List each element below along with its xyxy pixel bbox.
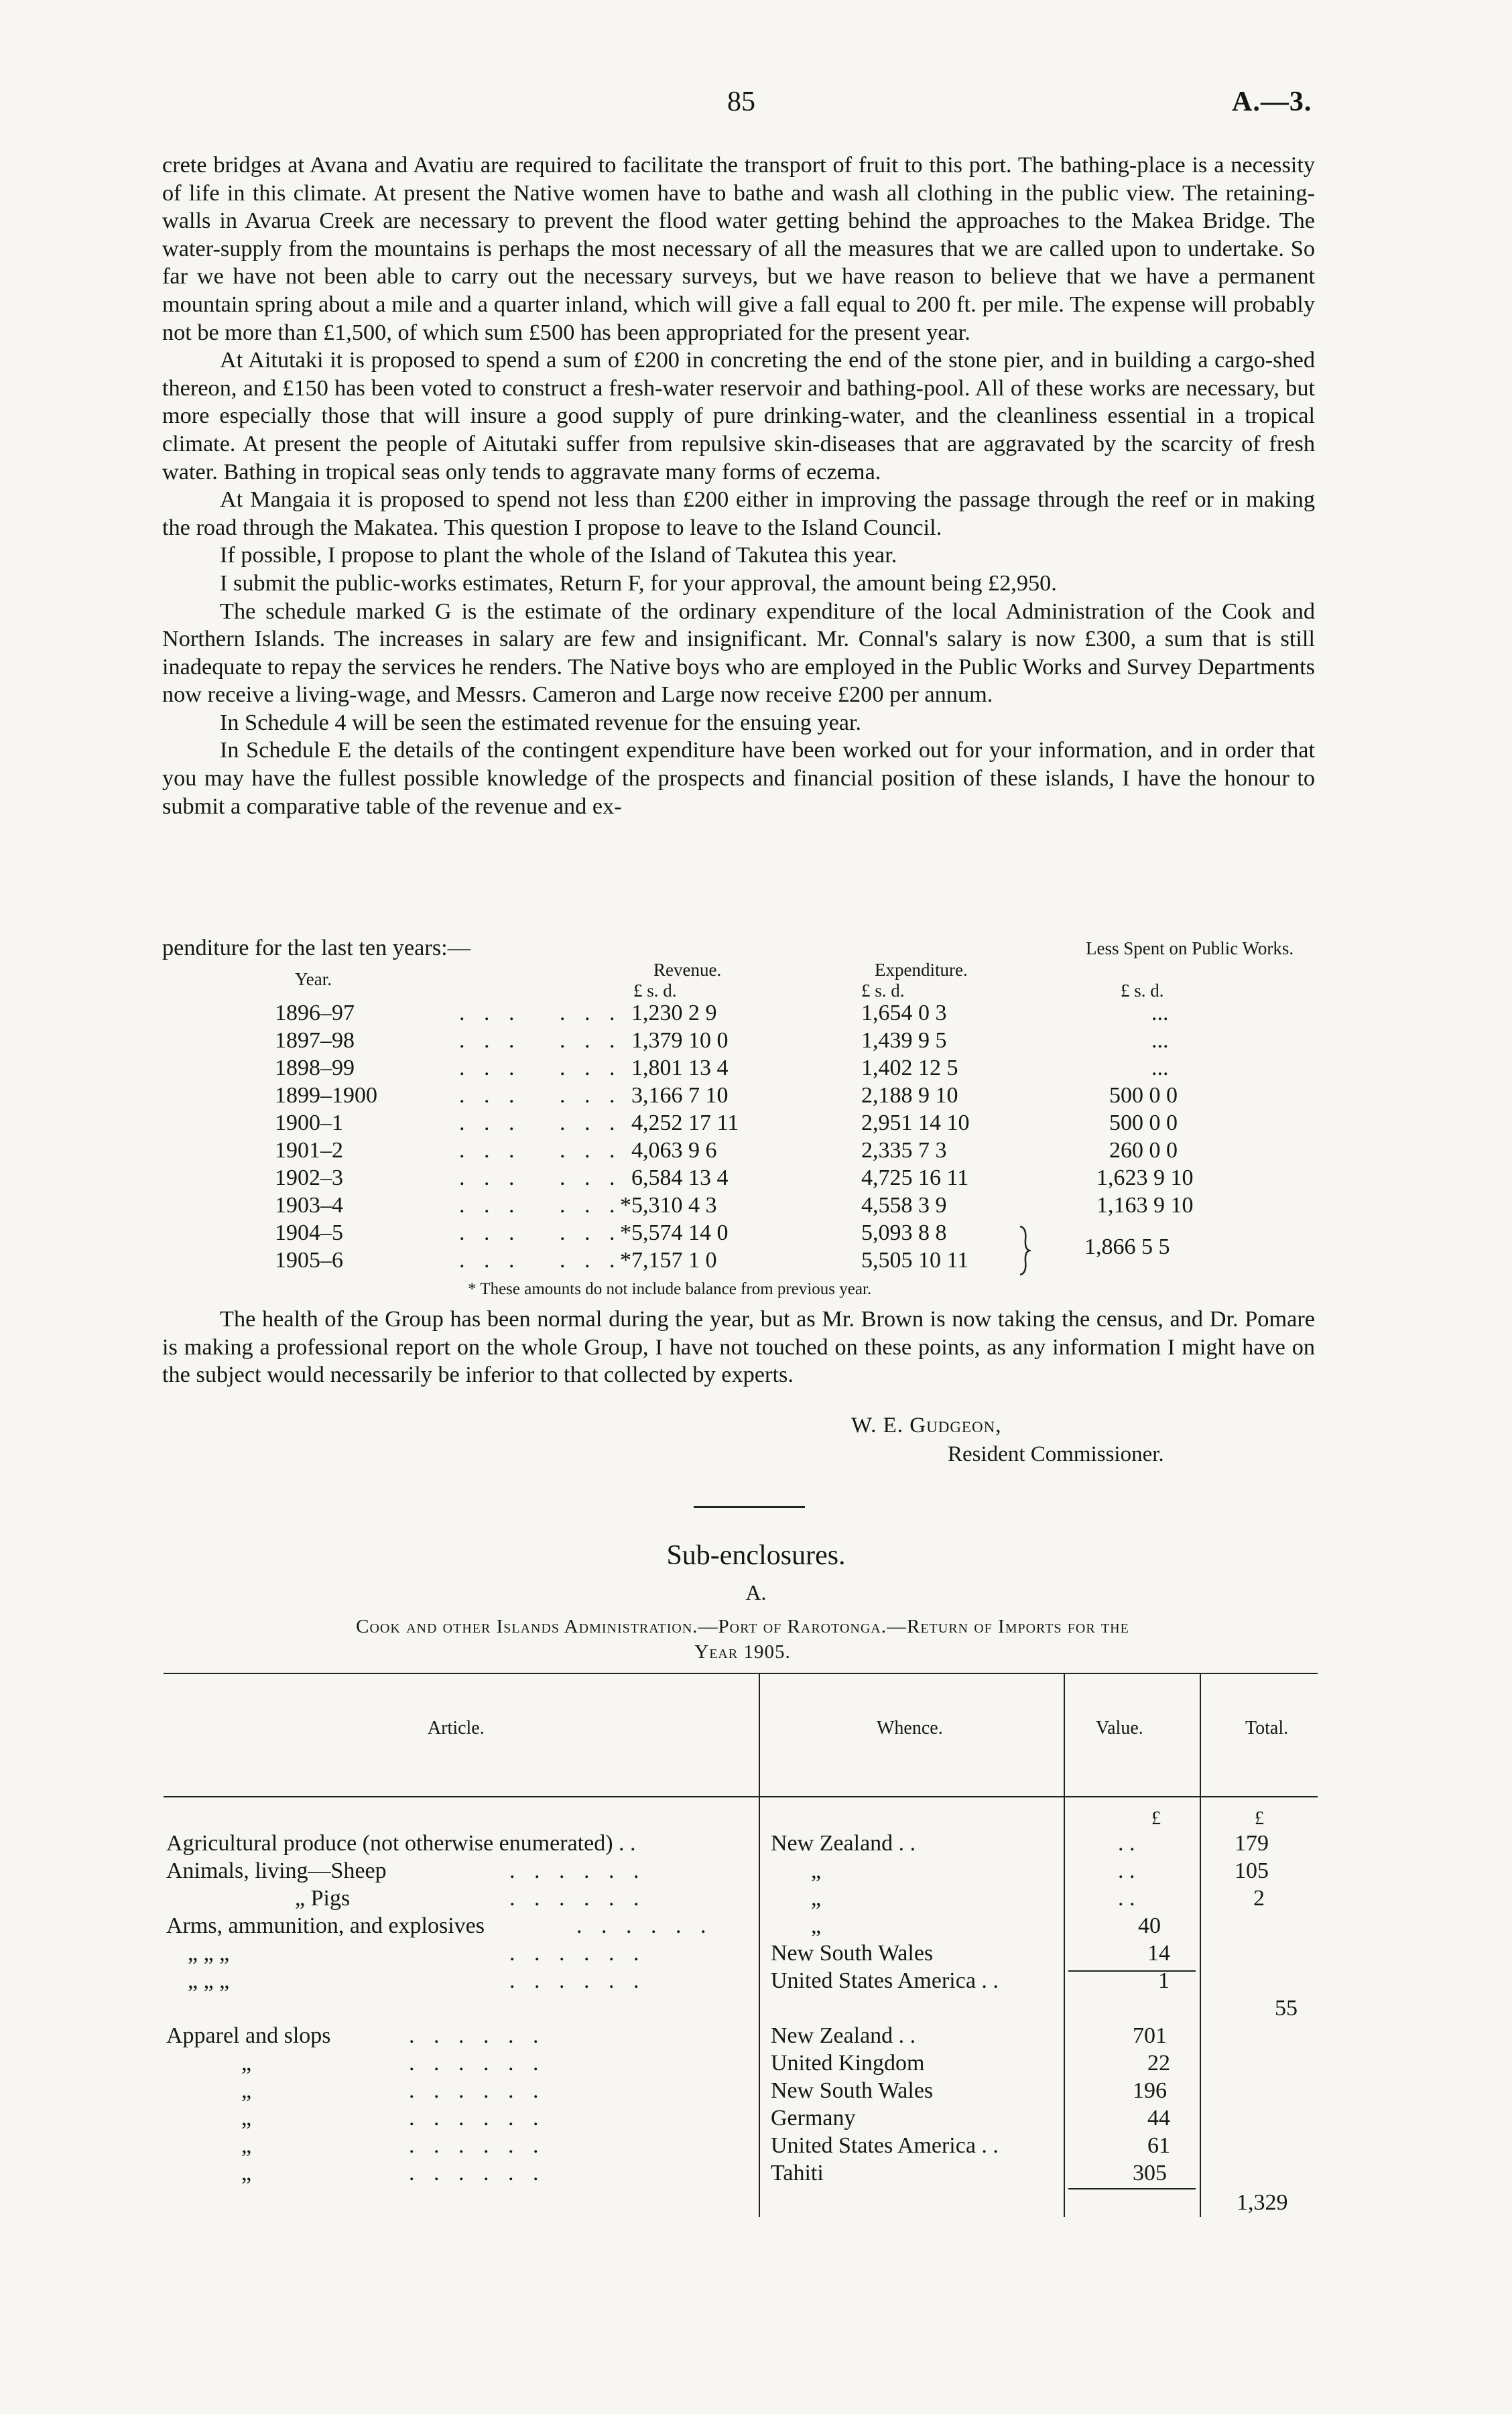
import-leader: . . . . . . xyxy=(409,2133,546,2158)
paragraph: I submit the public-works estimates, Return F, for your approval, the amount being £2,950. xyxy=(220,570,1057,596)
row-revenue: 1,379 10 0 xyxy=(631,1028,729,1053)
paragraph: At Aitutaki it is proposed to spend a sum of £200 in concreting the end of the stone pier, and in building a cargo-shed thereon, and £150 has been voted to construct a fresh-water reservoir and bathing-pool. All of these works are necessary, but more especially those that will insure a good supply of pure drinking-water, and the cleanliness essential in a tropical climate. At present the people of Aitutaki suffer from repulsive skin-diseases that are aggravated by the scarcity of fresh water. Bathing in tropical seas only tends to aggravate many forms of eczema. xyxy=(162,347,1315,485)
col-header-year: Year. xyxy=(295,969,332,989)
row-revenue: 4,252 17 11 xyxy=(631,1110,739,1135)
row-leader: . . . xyxy=(560,1001,622,1025)
row-year: 1905–6 xyxy=(275,1248,343,1273)
import-value: 701 xyxy=(1133,2023,1167,2048)
row-leader: . . . xyxy=(560,1056,622,1080)
sub-enclosures-title: Sub-enclosures. xyxy=(666,1540,846,1571)
import-value: . . xyxy=(1118,1886,1135,1911)
import-article: „ „ „ xyxy=(188,1968,230,1993)
import-leader: . . . . . . xyxy=(409,2161,546,2185)
import-leader: . . . . . . xyxy=(409,2023,546,2048)
brace-icon xyxy=(1017,1224,1031,1277)
row-year: 1897–98 xyxy=(275,1028,355,1053)
import-article: Agricultural produce (not otherwise enumerated) . . xyxy=(166,1831,636,1856)
paragraph: If possible, I propose to plant the whole of the Island of Takutea this year. xyxy=(220,542,897,568)
row-expenditure: 2,951 14 10 xyxy=(861,1110,970,1135)
signature-title: Resident Commissioner. xyxy=(948,1442,1164,1466)
import-whence: New South Wales xyxy=(771,2078,934,2103)
row-works: 1,163 9 10 xyxy=(1096,1193,1194,1218)
divider xyxy=(694,1506,805,1508)
import-whence: „ xyxy=(811,1886,822,1911)
col-value: Value. xyxy=(1096,1718,1143,1738)
combined-works: 1,866 5 5 xyxy=(1084,1234,1170,1259)
row-expenditure: 5,505 10 11 xyxy=(861,1248,969,1273)
row-revenue: 4,063 9 6 xyxy=(631,1138,717,1163)
import-article: „ Pigs xyxy=(295,1886,351,1911)
row-works: ... xyxy=(1151,1056,1169,1080)
col-header-revenue: Revenue. xyxy=(653,960,722,980)
import-leader: . . . . . . xyxy=(409,2051,546,2076)
import-whence: New South Wales xyxy=(771,1941,934,1966)
import-article: Animals, living—Sheep xyxy=(166,1858,387,1883)
column-rule xyxy=(1200,1673,1201,2217)
import-total: 179 xyxy=(1235,1831,1269,1856)
row-revenue: 1,230 2 9 xyxy=(631,1001,717,1025)
table-footnote: * These amounts do not include balance from previous year. xyxy=(468,1280,872,1298)
import-leader: . . . . . . xyxy=(509,1886,646,1911)
row-leader: . . . xyxy=(459,1165,521,1190)
row-leader: . . . xyxy=(459,1138,521,1163)
sub-enclosure-letter: A. xyxy=(745,1580,767,1604)
closing-text xyxy=(162,1306,1315,1389)
import-leader: . . . . . . xyxy=(576,1913,713,1938)
import-value: 44 xyxy=(1147,2106,1170,2131)
row-leader: . . . xyxy=(459,1001,521,1025)
column-rule xyxy=(759,1673,760,2217)
row-leader: . . . xyxy=(459,1248,521,1273)
import-value: . . xyxy=(1118,1831,1135,1856)
row-leader: . . . xyxy=(560,1165,622,1190)
subtotal-rule xyxy=(1068,2188,1196,2189)
import-leader: . . . . . . xyxy=(509,1858,646,1883)
import-total: 1,329 xyxy=(1237,2190,1288,2215)
paragraph: The schedule marked G is the estimate of the ordinary expenditure of the local Administration of the Cook and Northern Islands. The increases in salary are few and insignificant. Mr. Connal's salary is now £300, a sum that is still inadequate to repay the services he renders. The Native boys who are employed in the Public Works and Survey Departments now receive a living-wage, and Messrs. Cameron and Large now receive £200 per annum. xyxy=(162,598,1315,708)
signature-name: W. E. Gudgeon, xyxy=(851,1413,1002,1438)
document-code: A.—3. xyxy=(1232,86,1312,117)
row-works: 500 0 0 xyxy=(1109,1083,1178,1108)
import-whence: „ xyxy=(811,1858,822,1883)
col-unit-expenditure: £ s. d. xyxy=(861,980,905,1001)
row-leader: . . . xyxy=(560,1220,622,1245)
import-article: Arms, ammunition, and explosives xyxy=(166,1913,485,1938)
unit-total: £ xyxy=(1255,1808,1264,1829)
row-leader: . . . xyxy=(560,1193,622,1218)
row-expenditure: 4,558 3 9 xyxy=(861,1193,947,1218)
row-leader: . . . xyxy=(560,1110,622,1135)
imports-table-title xyxy=(166,1614,1319,1665)
row-expenditure: 1,439 9 5 xyxy=(861,1028,947,1053)
row-year: 1904–5 xyxy=(275,1220,343,1245)
import-leader: . . . . . . xyxy=(509,1941,646,1966)
import-article: Apparel and slops xyxy=(166,2023,331,2048)
import-value: 196 xyxy=(1133,2078,1167,2103)
paragraph: At Mangaia it is proposed to spend not less than £200 either in improving the passage through the reef or in making the road through the Makatea. This question I propose to leave to the Island Council. xyxy=(162,487,1315,540)
row-expenditure: 1,654 0 3 xyxy=(861,1001,947,1025)
import-total: 105 xyxy=(1235,1858,1269,1883)
row-year: 1900–1 xyxy=(275,1110,343,1135)
import-value: 14 xyxy=(1147,1941,1170,1966)
col-header-expenditure: Expenditure. xyxy=(875,960,968,980)
row-leader: . . . xyxy=(459,1110,521,1135)
row-expenditure: 2,335 7 3 xyxy=(861,1138,947,1163)
import-leader: . . . . . . xyxy=(509,1968,646,1993)
import-article: „ xyxy=(241,2133,252,2158)
import-article: „ xyxy=(241,2161,252,2185)
row-leader: . . . xyxy=(459,1220,521,1245)
import-whence: Germany xyxy=(771,2106,856,2131)
paragraph: The health of the Group has been normal during the year, but as Mr. Brown is now taking the census, and Dr. Pomare is making a professional report on the whole Group, I have not touched on these points, as any information I might have on the subject would necessarily be inferior to that collected by experts. xyxy=(162,1306,1315,1388)
import-article: „ xyxy=(241,2106,252,2131)
row-works: ... xyxy=(1151,1001,1169,1025)
row-leader: . . . xyxy=(459,1028,521,1053)
row-leader: . . . xyxy=(560,1248,622,1273)
import-article: „ xyxy=(241,2051,252,2076)
import-whence: United States America . . xyxy=(771,1968,999,1993)
col-header-works: Less Spent on Public Works. xyxy=(1086,938,1294,958)
body-text xyxy=(162,151,1315,820)
row-works: 1,623 9 10 xyxy=(1096,1165,1194,1190)
row-year: 1899–1900 xyxy=(275,1083,377,1108)
imports-title-line: Year 1905. xyxy=(694,1641,791,1663)
import-leader: . . . . . . xyxy=(409,2106,546,2131)
row-year: 1903–4 xyxy=(275,1193,343,1218)
row-leader: . . . xyxy=(459,1193,521,1218)
import-value: 40 xyxy=(1138,1913,1161,1938)
import-value: . . xyxy=(1118,1858,1135,1883)
col-article: Article. xyxy=(428,1718,485,1738)
row-leader: . . . xyxy=(560,1028,622,1053)
col-unit-revenue: £ s. d. xyxy=(633,980,677,1001)
import-whence: Tahiti xyxy=(771,2161,824,2185)
col-unit-works: £ s. d. xyxy=(1121,980,1164,1001)
import-whence: New Zealand . . xyxy=(771,2023,916,2048)
row-works: 260 0 0 xyxy=(1109,1138,1178,1163)
row-revenue: *5,310 4 3 xyxy=(620,1193,717,1218)
row-revenue: 1,801 13 4 xyxy=(631,1056,729,1080)
paragraph: In Schedule 4 will be seen the estimated revenue for the ensuing year. xyxy=(220,709,862,735)
imports-title-line: Cook and other Islands Administration.—Port of Rarotonga.—Return of Imports for the xyxy=(356,1616,1129,1637)
paragraph: crete bridges at Avana and Avatiu are required to facilitate the transport of fruit to this port. The bathing-place is a necessity of life in this climate. At present the Native women have to bathe and wash all clothing in the public view. The retaining-walls in Avarua Creek are necessary to prevent the flood water getting behind the approaches to the Makea Bridge. The water-supply from the mountains is perhaps the most necessary of all the measures that we are called upon to undertake. So far we have not been able to carry out the necessary surveys, but we have reason to believe that we have a permanent mountain spring about a mile and a quarter inland, which will give a fall equal to 200 ft. per mile. The expense will probably not be more than £1,500, of which sum £500 has been appropriated for the present year. xyxy=(162,152,1315,345)
import-whence: United States America . . xyxy=(771,2133,999,2158)
row-year: 1896–97 xyxy=(275,1001,355,1025)
import-value: 22 xyxy=(1147,2051,1170,2076)
import-article: „ xyxy=(241,2078,252,2103)
row-leader: . . . xyxy=(560,1138,622,1163)
row-leader: . . . xyxy=(459,1083,521,1108)
import-whence: „ xyxy=(811,1913,822,1938)
col-total: Total. xyxy=(1245,1718,1289,1738)
row-revenue: 6,584 13 4 xyxy=(631,1165,729,1190)
row-expenditure: 4,725 16 11 xyxy=(861,1165,969,1190)
import-leader: . . . . . . xyxy=(409,2078,546,2103)
row-expenditure: 1,402 12 5 xyxy=(861,1056,958,1080)
column-rule xyxy=(1064,1673,1065,2217)
import-article: „ „ „ xyxy=(188,1941,230,1966)
import-value: 305 xyxy=(1133,2161,1167,2185)
unit-value: £ xyxy=(1151,1808,1161,1829)
import-value: 1 xyxy=(1158,1968,1170,1993)
row-leader: . . . xyxy=(459,1056,521,1080)
row-works: ... xyxy=(1151,1028,1169,1053)
import-whence: United Kingdom xyxy=(771,2051,925,2076)
col-whence: Whence. xyxy=(877,1718,943,1738)
row-year: 1901–2 xyxy=(275,1138,343,1163)
page-number: 85 xyxy=(727,86,755,117)
subtotal-rule xyxy=(1068,1970,1196,1972)
import-value: 61 xyxy=(1147,2133,1170,2158)
import-whence: New Zealand . . xyxy=(771,1831,916,1856)
table-intro: penditure for the last ten years:— xyxy=(162,935,470,960)
row-revenue: 3,166 7 10 xyxy=(631,1083,729,1108)
row-expenditure: 2,188 9 10 xyxy=(861,1083,958,1108)
row-works: 500 0 0 xyxy=(1109,1110,1178,1135)
table-top-rule xyxy=(164,1673,1318,1674)
row-expenditure: 5,093 8 8 xyxy=(861,1220,947,1245)
row-leader: . . . xyxy=(560,1083,622,1108)
row-revenue: *5,574 14 0 xyxy=(620,1220,729,1245)
import-total: 2 xyxy=(1253,1886,1265,1911)
table-header-rule xyxy=(164,1796,1318,1797)
row-year: 1902–3 xyxy=(275,1165,343,1190)
paragraph: In Schedule E the details of the contingent expenditure have been worked out for your information, and in order that you may have the fullest possible knowledge of the prospects and financial position of these islands, I have the honour to submit a comparative table of the revenue and ex- xyxy=(162,737,1315,819)
row-revenue: *7,157 1 0 xyxy=(620,1248,717,1273)
row-year: 1898–99 xyxy=(275,1056,355,1080)
import-total: 55 xyxy=(1275,1996,1298,2021)
